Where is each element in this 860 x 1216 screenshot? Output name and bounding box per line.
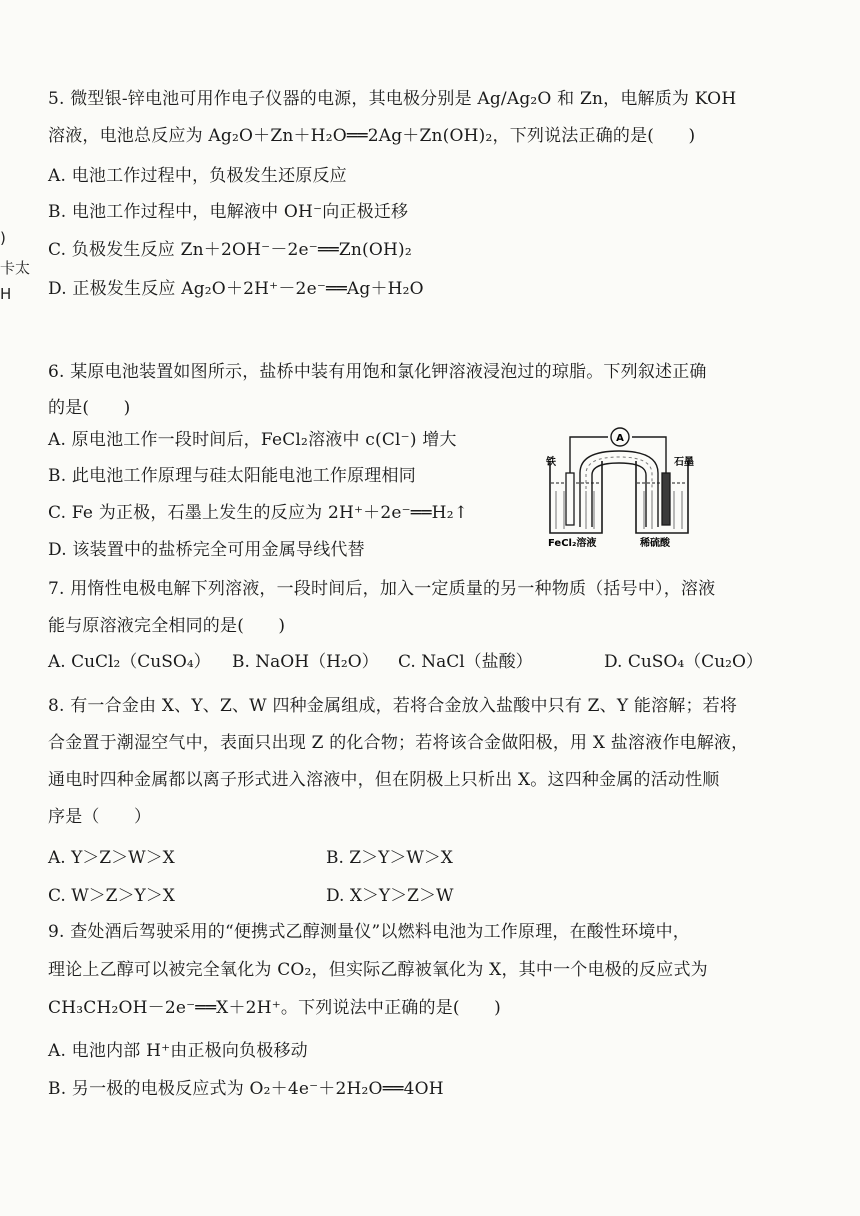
question-stem: CH₃CH₂OH－2e⁻══X＋2H⁺。下列说法中正确的是( ): [48, 998, 501, 1018]
wire-right: [632, 437, 666, 473]
option-d: D. 正极发生反应 Ag₂O＋2H⁺－2e⁻══Ag＋H₂O: [48, 279, 424, 299]
question-stem: 序是（ ）: [48, 807, 152, 827]
question-stem: 能与原溶液完全相同的是( ): [48, 616, 286, 636]
question-stem: 溶液，电池总反应为 Ag₂O＋Zn＋H₂O══2Ag＋Zn(OH)₂，下列说法正确的是( ): [48, 126, 696, 146]
question-stem: 8. 有一合金由 X、Y、Z、W 四种金属组成，若将合金放入盐酸中只有 Z、Y 能溶解；若将: [48, 696, 738, 716]
option-a: A. 原电池工作一段时间后，FeCl₂溶液中 c(Cl⁻) 增大: [48, 430, 457, 450]
option-a: A. 电池内部 H⁺由正极向负极移动: [48, 1041, 308, 1061]
right-electrode-label: 石墨: [674, 457, 694, 468]
iron-electrode: [566, 473, 574, 525]
option-a: A. 电池工作过程中，负极发生还原反应: [48, 166, 347, 186]
option-d: D. X＞Y＞Z＞W: [326, 886, 454, 906]
option-b: B. Z＞Y＞W＞X: [326, 848, 453, 868]
question-stem: 理论上乙醇可以被完全氧化为 CO₂，但实际乙醇被氧化为 X，其中一个电极的反应式为: [48, 960, 708, 980]
ammeter-label: A: [616, 433, 624, 444]
margin-mark: 卡太: [0, 259, 31, 277]
margin-mark: ): [0, 229, 6, 247]
option-d: D. CuSO₄（Cu₂O）: [604, 652, 763, 672]
question-stem: 5. 微型银-锌电池可用作电子仪器的电源，其电极分别是 Ag/Ag₂O 和 Zn，电解质为 KOH: [48, 89, 737, 109]
left-solution-label: FeCl₂溶液: [548, 538, 597, 549]
option-b: B. 电池工作过程中，电解液中 OH⁻向正极迁移: [48, 202, 409, 222]
option-d: D. 该装置中的盐桥完全可用金属导线代替: [48, 540, 365, 560]
graphite-electrode: [662, 473, 670, 525]
option-b: B. 此电池工作原理与硅太阳能电池工作原理相同: [48, 466, 416, 486]
right-solution-label: 稀硫酸: [640, 538, 670, 549]
option-c: C. W＞Z＞Y＞X: [48, 886, 175, 906]
question-stem: 通电时四种金属都以离子形式进入溶液中，但在阴极上只析出 X。这四种金属的活动性顺: [48, 770, 720, 790]
left-electrode-label: 铁: [546, 457, 556, 468]
option-b: B. NaOH（H₂O）: [232, 652, 379, 672]
question-stem: 合金置于潮湿空气中，表面只出现 Z 的化合物；若将该合金做阳极，用 X 盐溶液作电解液，: [48, 733, 749, 753]
question-stem: 6. 某原电池装置如图所示，盐桥中装有用饱和氯化钾溶液浸泡过的琼脂。下列叙述正确: [48, 362, 707, 382]
salt-bridge-inner: [592, 463, 646, 527]
option-a: A. CuCl₂（CuSO₄）: [48, 652, 211, 672]
question-stem: 7. 用惰性电极电解下列溶液，一段时间后，加入一定质量的另一种物质（括号中），溶液: [48, 579, 716, 599]
margin-mark: H: [0, 285, 12, 303]
option-c: C. 负极发生反应 Zn＋2OH⁻－2e⁻══Zn(OH)₂: [48, 240, 412, 260]
option-b: B. 另一极的电极反应式为 O₂＋4e⁻＋2H₂O══4OH: [48, 1079, 444, 1099]
galvanic-cell-diagram: [540, 425, 730, 550]
option-c: C. NaCl（盐酸）: [398, 652, 533, 672]
option-c: C. Fe 为正极，石墨上发生的反应为 2H⁺＋2e⁻══H₂↑: [48, 503, 469, 523]
option-a: A. Y＞Z＞W＞X: [48, 848, 175, 868]
question-stem: 的是( ): [48, 398, 131, 418]
question-stem: 9. 查处酒后驾驶采用的“便携式乙醇测量仪”以燃料电池为工作原理，在酸性环境中，: [48, 922, 691, 942]
